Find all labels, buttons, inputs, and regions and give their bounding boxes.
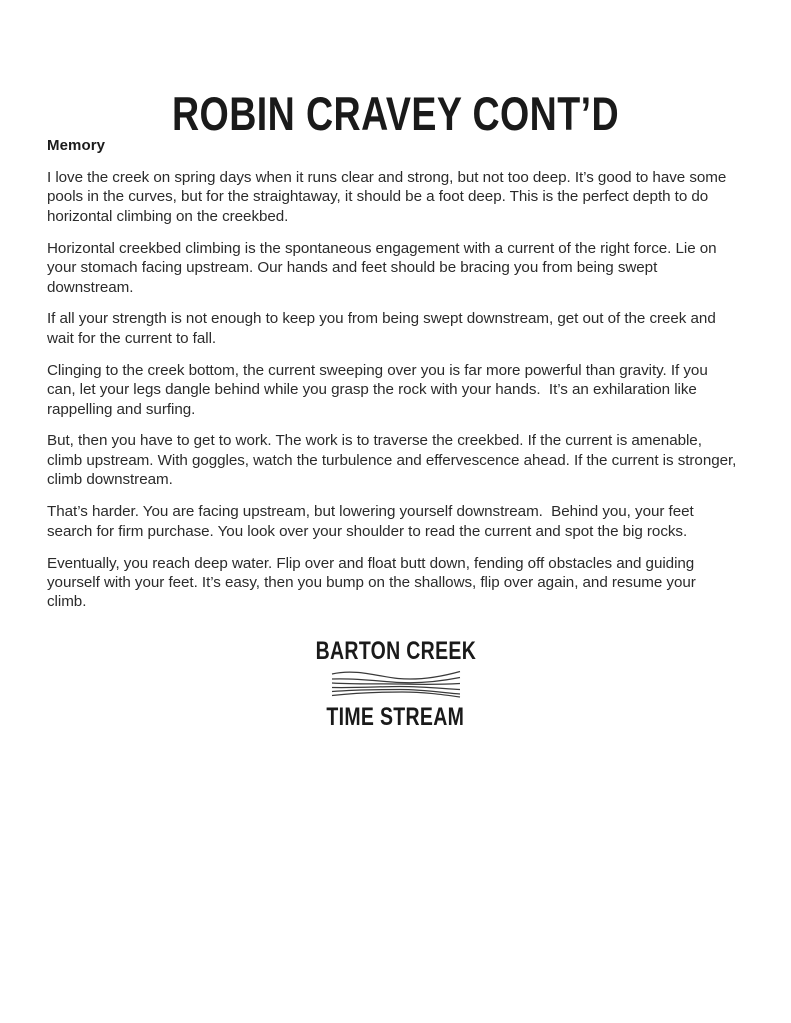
stream-waves-icon [330, 667, 462, 701]
section-heading-memory: Memory [47, 137, 106, 154]
logo-line-barton-creek: BARTON CREEK [315, 637, 476, 665]
body-paragraph: I love the creek on spring days when it runs clear and strong, but not too deep. It’s good to have some pools in the curves, but for the straightaway, it should be a foot deep. This is the perfect depth to do horizontal climbing on the creekbed. [47, 169, 731, 225]
body-paragraph: If all your strength is not enough to keep you from being swept downstream, get out of the creek and wait for the current to fall. [47, 310, 720, 347]
document-body [47, 136, 741, 612]
barton-creek-time-stream-logo [0, 638, 791, 730]
logo-line-time-stream: TIME STREAM [326, 703, 465, 731]
body-paragraph: Clinging to the creek bottom, the current sweeping over you is far more powerful than gravity. If you can, let your legs dangle behind while you grasp the rock with your hands. It’s an exhilaration like rappelling and surfing. [47, 361, 712, 418]
page-title: ROBIN CRAVEY CONT’D [172, 87, 619, 141]
body-paragraph: Eventually, you reach deep water. Flip over and float butt down, fending off obstacles and guiding yourself with your feet. It’s easy, then you bump on the shallows, flip over again, and resume your climb. [47, 554, 700, 611]
body-paragraph: But, then you have to get to work. The work is to traverse the creekbed. If the current is amenable, climb upstream. With goggles, watch the turbulence and effervescence ahead. If the current is stronger, climb downstream. [47, 432, 741, 489]
body-paragraph: That’s harder. You are facing upstream, but lowering yourself downstream. Behind you, your feet search for firm purchase. You look over your shoulder to read the current and spot the big rocks. [47, 503, 698, 540]
body-paragraph: Horizontal creekbed climbing is the spontaneous engagement with a current of the right force. Lie on your stomach facing upstream. Our hands and feet should be bracing you from being swept downstream. [47, 239, 721, 296]
